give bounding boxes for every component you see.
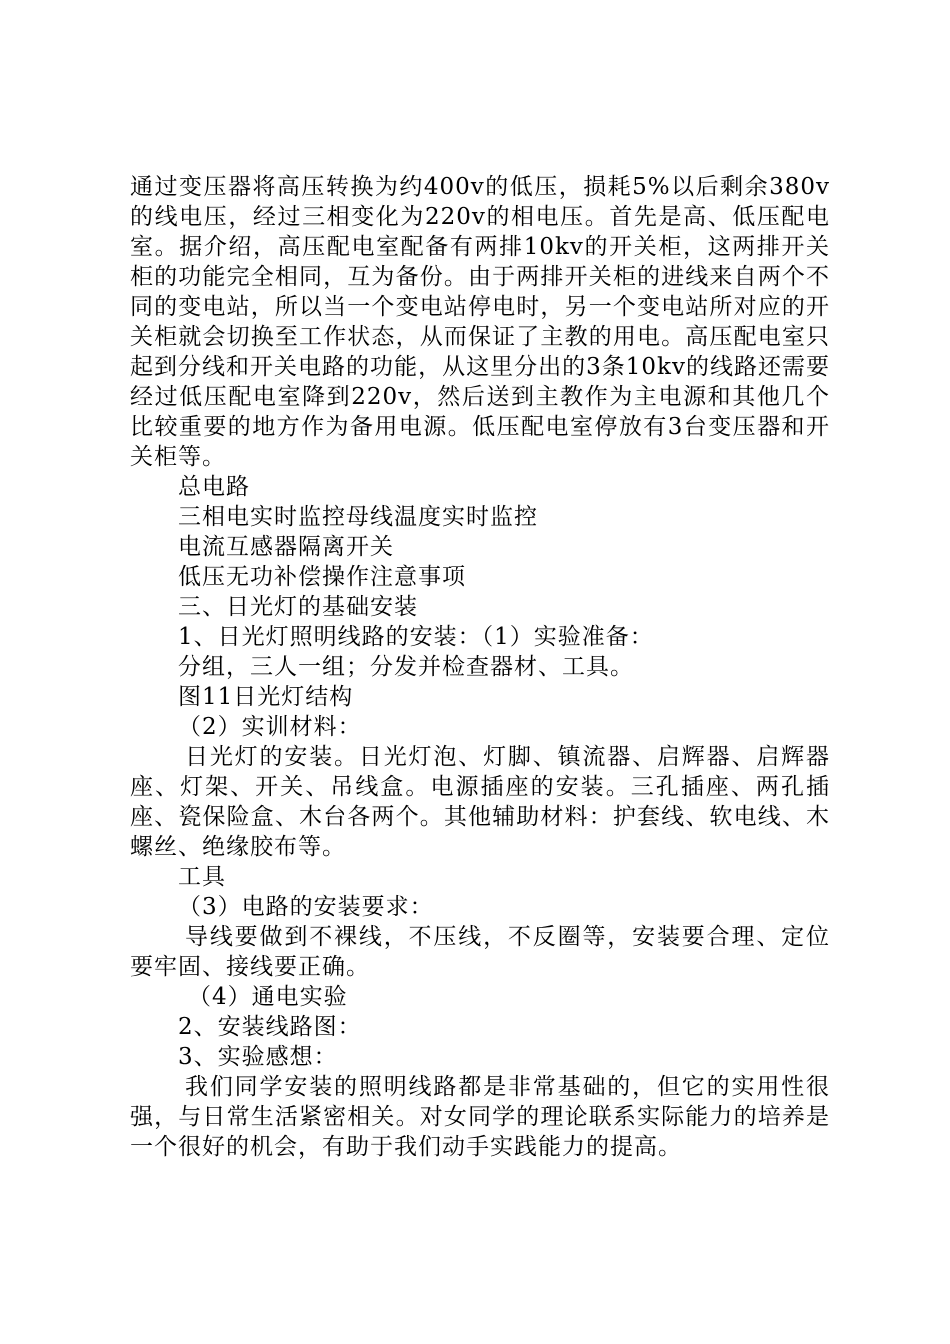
line-tools: 工具 [178, 864, 226, 890]
line-grouping: 分组，三人一组；分发并检查器材、工具。 [178, 654, 634, 680]
subsection-reflections: 3、实验感想： [178, 1044, 338, 1070]
paragraph-reflections: 我们同学安装的照明线路都是非常基础的，但它的实用性很强，与日常生活紧密相关。对女同学的理论联系实际能力的培养是一个很好的机会，有助于我们动手实践能力的提高。 [130, 1074, 830, 1160]
subsection-wiring-diagram: 2、安装线路图： [178, 1014, 362, 1040]
paragraph-power-distribution: 通过变压器将高压转换为约400v的低压，损耗5%以后剩余380v的线电压，经过三相变化为220v的相电压。首先是高、低压配电室。据介绍，高压配电室配备有两排10kv的开关柜，这两排开关柜的功能完全相同，互为备份。由于两排开关柜的进线来自两个不同的变电站，所以当一个变电站停电时，另一个变电站所对应的开关柜就会切换至工作状态，从而保证了主教的用电。高压配电室只起到分线和开关电路的功能，从这里分出的3条10kv的线路还需要经过低压配电室降到220v，然后送到主教作为主电源和其他几个比较重要的地方作为备用电源。低压配电室停放有3台变压器和开关柜等。 [130, 174, 830, 470]
subsection-lighting-circuit: 1、日光灯照明线路的安装：（1）实验准备： [178, 624, 654, 650]
paragraph-requirements: 导线要做到不裸线，不压线，不反圈等，安装要合理、定位要牢固、接线要正确。 [130, 924, 830, 980]
subsection-installation-requirements: （3）电路的安装要求： [178, 894, 434, 920]
document-body [130, 172, 830, 1162]
subsection-training-materials: （2）实训材料： [178, 714, 362, 740]
figure-caption: 图11日光灯结构 [178, 684, 354, 710]
section-heading-fluorescent-lamp: 三、日光灯的基础安装 [178, 594, 418, 620]
line-main-circuit: 总电路 [178, 474, 250, 500]
line-reactive-compensation: 低压无功补偿操作注意事项 [178, 564, 466, 590]
line-monitoring: 三相电实时监控母线温度实时监控 [178, 504, 538, 530]
subsection-power-on-test: （4）通电实验 [188, 984, 348, 1010]
paragraph-materials-list: 日光灯的安装。日光灯泡、灯脚、镇流器、启辉器、启辉器座、灯架、开关、吊线盒。电源插座的安装。三孔插座、两孔插座、瓷保险盒、木台各两个。其他辅助材料：护套线、软电线、木螺丝、绝缘胶布等。 [130, 744, 830, 860]
line-transformer-switch: 电流互感器隔离开关 [178, 534, 394, 560]
